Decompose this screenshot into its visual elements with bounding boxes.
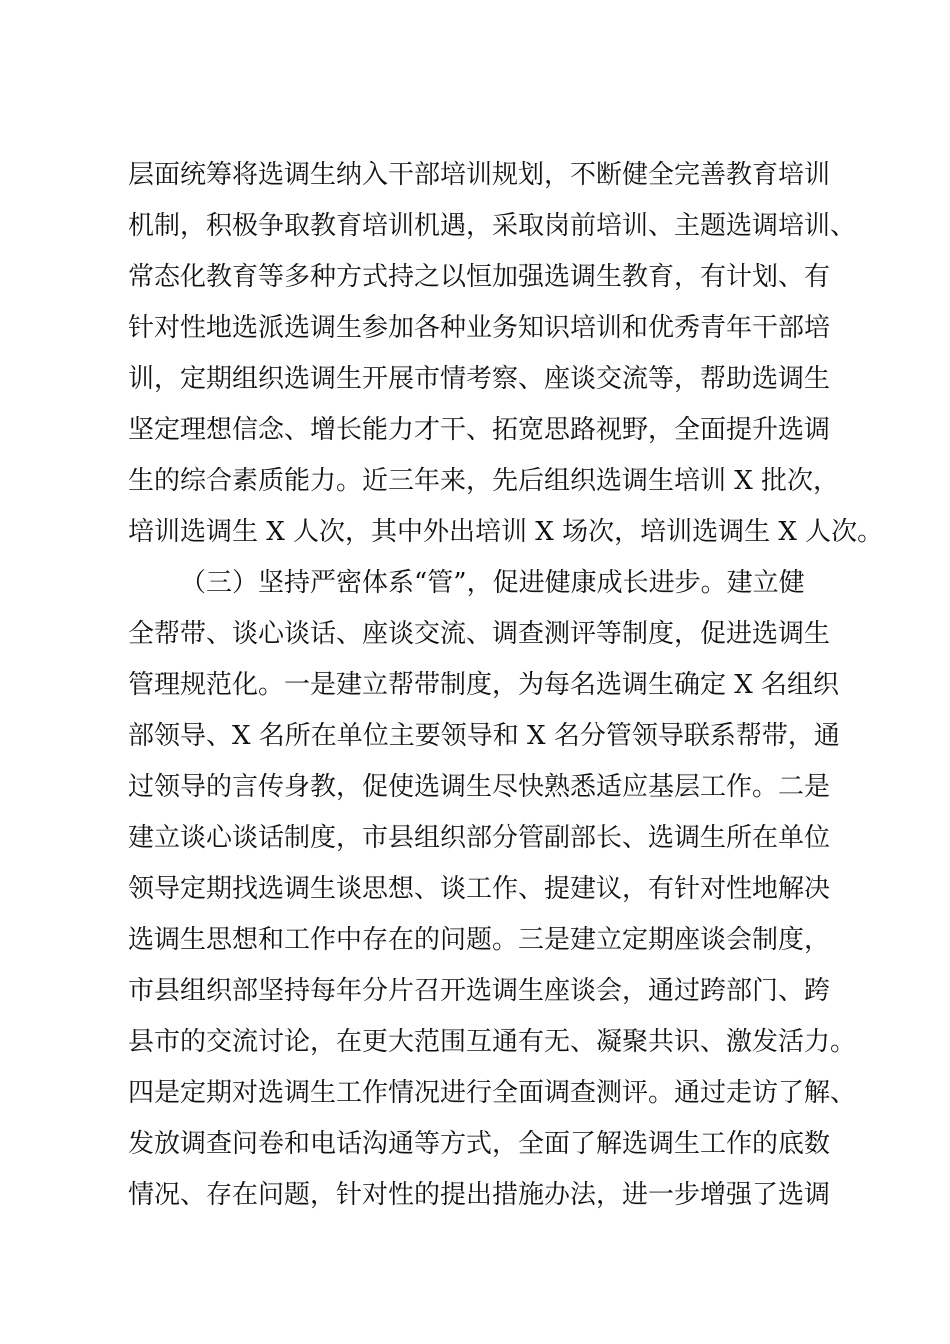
- text-line: 管理规范化。一是建立帮带制度，为每名选调生确定 X 名组织: [128, 670, 840, 700]
- text-line: 机制，积极争取教育培训机遇，采取岗前培训、主题选调培训、: [128, 211, 857, 241]
- text-line: 情况、存在问题，针对性的提出措施办法，进一步增强了选调: [128, 1180, 831, 1210]
- text-line: 过领导的言传身教，促使选调生尽快熟悉适应基层工作。二是: [128, 772, 831, 802]
- text-line: 培训选调生 X 人次，其中外出培训 X 场次，培训选调生 X 人次。: [128, 517, 884, 547]
- text-line: 选调生思想和工作中存在的问题。三是建立定期座谈会制度，: [128, 925, 831, 955]
- text-line: 建立谈心谈话制度，市县组织部分管副部长、选调生所在单位: [128, 823, 831, 853]
- text-line: 县市的交流讨论，在更大范围互通有无、凝聚共识、激发活力。: [128, 1027, 857, 1057]
- text-line: 四是定期对选调生工作情况进行全面调查测评。通过走访了解、: [128, 1078, 857, 1108]
- text-line: 全帮带、谈心谈话、座谈交流、调查测评等制度，促进选调生: [128, 619, 831, 649]
- text-line: 发放调查问卷和电话沟通等方式，全面了解选调生工作的底数: [128, 1129, 831, 1159]
- text-line: 层面统筹将选调生纳入干部培训规划，不断健全完善教育培训: [128, 160, 831, 190]
- body-text: [128, 150, 884, 1221]
- text-line: 部领导、X 名所在单位主要领导和 X 名分管领导联系帮带，通: [128, 721, 840, 751]
- text-line: 常态化教育等多种方式持之以恒加强选调生教育，有计划、有: [128, 262, 831, 292]
- section-heading-line: （三）坚持严密体系“管”，促进健康成长进步。建立健: [180, 568, 805, 598]
- text-line: 坚定理想信念、增长能力才干、拓宽思路视野，全面提升选调: [128, 415, 831, 445]
- text-line: 市县组织部坚持每年分片召开选调生座谈会，通过跨部门、跨: [128, 976, 831, 1006]
- text-line: 训，定期组织选调生开展市情考察、座谈交流等，帮助选调生: [128, 364, 831, 394]
- text-line: 领导定期找选调生谈思想、谈工作、提建议，有针对性地解决: [128, 874, 831, 904]
- text-line: 生的综合素质能力。近三年来，先后组织选调生培训 X 批次，: [128, 466, 840, 496]
- text-line: 针对性地选派选调生参加各种业务知识培训和优秀青年干部培: [128, 313, 831, 343]
